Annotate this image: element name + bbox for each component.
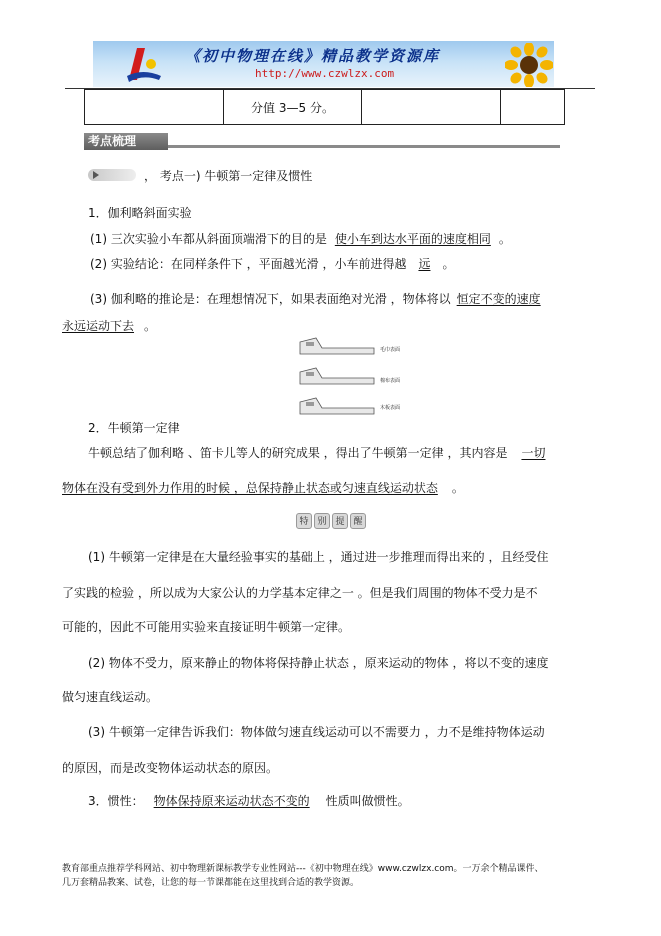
p3-text: 3．惯性： [88,794,144,808]
p1-item1-text: (1) 三次实验小车都从斜面顶端滑下的目的是 [90,232,327,246]
note1-line2: 了实践的检验 ，所以成为大家公认的力学基本定律之一 。但是我们周围的物体不受力是不 [62,586,538,600]
table-row [85,90,565,125]
banner-url: http://www.czwlzx.com [255,67,395,80]
special-note-char: 提 [332,513,348,529]
p3-line [88,793,410,809]
p1-item3-answer-a: 恒定不变的速度 [456,292,541,306]
special-note-char: 特 [296,513,312,529]
surface-towel [300,338,374,354]
p1-item2-answer: 远 [418,257,431,271]
section-header [84,133,560,151]
note1-line3: 可能的，因此不可能用实验来直接证明牛顿第一定律。 [62,620,351,634]
footer-line: 教育部重点推荐学科网站、初中物理新课标教学专业性网站---《初中物理在线》www.czwlzx.com。一万余个精品课件、 [62,864,544,874]
page-footer [62,862,544,890]
header-banner [93,41,554,87]
special-note-badge [296,513,366,529]
note3-line2: 的原因，而是改变物体运动状态的原因。 [62,761,279,775]
play-arrow-icon [93,171,99,179]
p2-line1-answer: 一切 [521,446,546,460]
p1-item3-suffix: 。 [144,319,157,333]
p2-line1-text: 牛顿总结了伽利略 、笛卡儿等人的研究成果 ，得出了牛顿第一定律 ，其内容是 [88,446,508,460]
p3-suffix: 性质叫做惯性。 [325,794,410,808]
figure-label: 木板表面 [380,405,401,411]
p2-line2-suffix: 。 [451,481,464,495]
p1-item2 [90,256,454,272]
banner-title: 《初中物理在线》精品教学资源库 [185,47,441,65]
site-logo-icon [123,46,163,84]
note2-line1: (2) 物体不受力，原来静止的物体将保持静止状态 ，原来运动的物体 ，将以不变的速度 [88,656,549,670]
p1-item3 [90,291,541,307]
p1-item1-suffix: 。 [498,232,511,246]
incline-experiment-figure [298,336,376,420]
figure-label: 毛巾表面 [380,347,401,353]
special-note-char: 别 [314,513,330,529]
sunflower-icon [505,43,553,87]
p1-item2-text: (2) 实验结论：在同样条件下 ，平面越光滑 ，小车前进得越 [90,257,407,271]
special-note-char: 醒 [350,513,366,529]
p1-heading: 1．伽利略斜面实验 [88,206,192,220]
table-cell [362,90,501,125]
note2-line2: 做匀速直线运动。 [62,690,159,704]
p3-answer: 物体保持原来运动状态不变的 [153,794,310,808]
p1-item3-cont [62,318,156,334]
table-cell [501,90,565,125]
table-cell [85,90,224,125]
p1-item1-answer: 使小车到达水平面的速度相同 [334,232,491,246]
figure-label: 棉布表面 [380,378,401,384]
surface-wood [300,398,374,414]
p1-item3-answer-b: 永远运动下去 [62,319,135,333]
note3-line1: (3) 牛顿第一定律告诉我们：物体做匀速直线运动可以不需要力 ，力不是维持物体运动 [88,725,545,739]
table-cell: 分值 3—5 分。 [224,90,362,125]
score-table [84,89,565,125]
p2-line1 [88,445,545,461]
p1-item2-suffix: 。 [442,257,455,271]
p1-item1 [90,231,511,247]
footer-line: 几万套精品教案、试卷，让您的每一节课都能在这里找到合适的教学资源。 [62,878,360,888]
note1-line1: (1) 牛顿第一定律是在大量经验事实的基础上 ，通过进一步推理而得出来的 ，且经受住 [88,550,549,564]
p2-heading: 2．牛顿第一定律 [88,421,180,435]
surface-cotton [300,368,374,384]
p1-item3-text: (3) 伽利略的推论是：在理想情况下，如果表面绝对光滑 ，物体将以 [90,292,451,306]
p2-line2 [62,480,464,496]
topic-heading: ， 考点一) 牛顿第一定律及惯性 [144,169,313,183]
p2-line2-answer: 物体在没有受到外力作用的时候 ，总保持静止状态或匀速直线运动状态 [62,481,438,495]
section-tag: 考点梳理 [84,133,168,150]
kaodian-tag [88,169,136,181]
section-divider [168,145,560,148]
